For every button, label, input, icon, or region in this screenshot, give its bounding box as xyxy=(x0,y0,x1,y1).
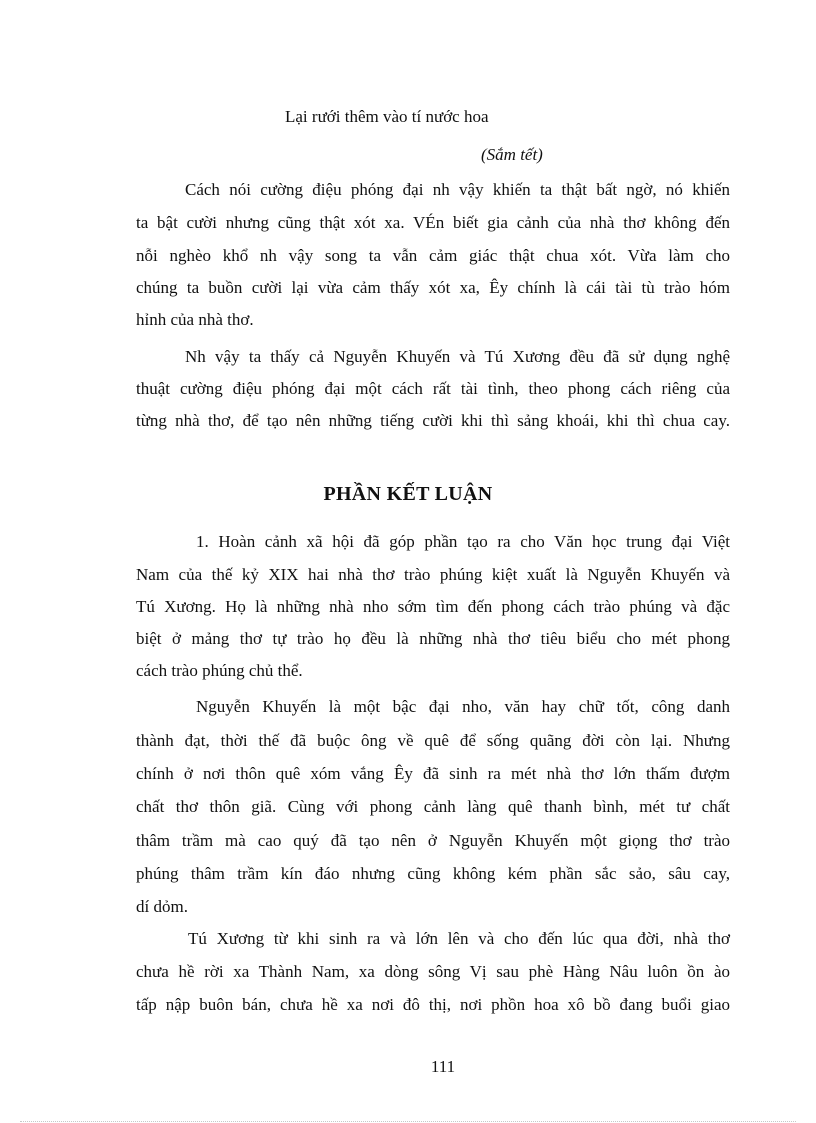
paragraph-line: cách trào phúng chủ thể. xyxy=(136,661,303,680)
paragraph-line: Tú Xương từ khi sinh ra và lớn lên và cho đến lúc qua đời, nhà thơ xyxy=(188,929,730,948)
paragraph-line: Nguyễn Khuyến là một bậc đại nho, văn hay chữ tốt, công danh xyxy=(196,697,730,716)
paragraph-line: thuật cường điệu phóng đại một cách rất tài tình, theo phong cách riêng của xyxy=(136,379,730,398)
paragraph-line: biệt ở mảng thơ tự trào họ đều là những nhà thơ tiêu biểu cho mét phong xyxy=(136,629,730,648)
paragraph-line: chính ở nơi thôn quê xóm vắng Êy đã sinh ra mét nhà thơ lớn thấm đượm xyxy=(136,764,730,783)
paragraph-line: chưa hề rời xa Thành Nam, xa dòng sông Vị sau phè Hàng Nâu luôn ồn ào xyxy=(136,962,730,981)
paragraph-line: hỉnh của nhà thơ. xyxy=(136,310,254,329)
paragraph-line: thâm trầm mà cao quý đã tạo nên ở Nguyễn Khuyến một giọng thơ trào xyxy=(136,831,730,850)
paragraph-line: 1. Hoàn cảnh xã hội đã góp phần tạo ra cho Văn học trung đại Việt xyxy=(196,532,730,551)
paragraph-line: Nh vậy ta thấy cả Nguyễn Khuyến và Tú Xương đều đã sử dụng nghệ xyxy=(185,347,730,366)
paragraph-line: chúng ta buồn cười lại vừa cảm thấy xót xa, Êy chính là cái tài tù trào hóm xyxy=(136,278,730,297)
paragraph-line: dí dỏm. xyxy=(136,897,188,916)
paragraph-line: chất thơ thôn giã. Cùng với phong cảnh làng quê thanh bình, mét tư chất xyxy=(136,797,730,816)
paragraph-line: tấp nập buôn bán, chưa hề xa nơi đô thị, nơi phồn hoa xô bồ đang buổi giao xyxy=(136,995,730,1014)
paragraph-line: Tú Xương. Họ là những nhà nho sớm tìm đến phong cách trào phúng và đặc xyxy=(136,597,730,616)
paragraph-line: Cách nói cường điệu phóng đại nh vậy khiến ta thật bất ngờ, nó khiến xyxy=(185,180,730,199)
paragraph-line: nỗi nghèo khổ nh vậy song ta vẫn cảm giác thật chua xót. Vừa làm cho xyxy=(136,246,730,265)
page-bottom-divider xyxy=(20,1121,796,1122)
paragraph-line: ta bật cười nhưng cũng thật xót xa. VÉn biết gia cảnh của nhà thơ không đến xyxy=(136,213,730,232)
paragraph-line: Nam của thế kỷ XIX hai nhà thơ trào phúng kiệt xuất là Nguyễn Khuyến và xyxy=(136,565,730,584)
section-heading: PHẦN KẾT LUẬN xyxy=(323,483,493,505)
page-number: 111 xyxy=(430,1057,456,1076)
paragraph-line: thành đạt, thời thế đã buộc ông về quê để sống quãng đời còn lại. Nhưng xyxy=(136,731,730,750)
paragraph-line: phúng thâm trầm kín đáo nhưng cũng không kém phần sắc sảo, sâu cay, xyxy=(136,864,730,883)
paragraph-line: từng nhà thơ, để tạo nên những tiếng cười khi thì sảng khoái, khi thì chua cay. xyxy=(136,411,730,430)
poem-line: Lại rưới thêm vào tí nước hoa xyxy=(285,107,489,126)
poem-source: (Sắm tết) xyxy=(481,145,543,164)
